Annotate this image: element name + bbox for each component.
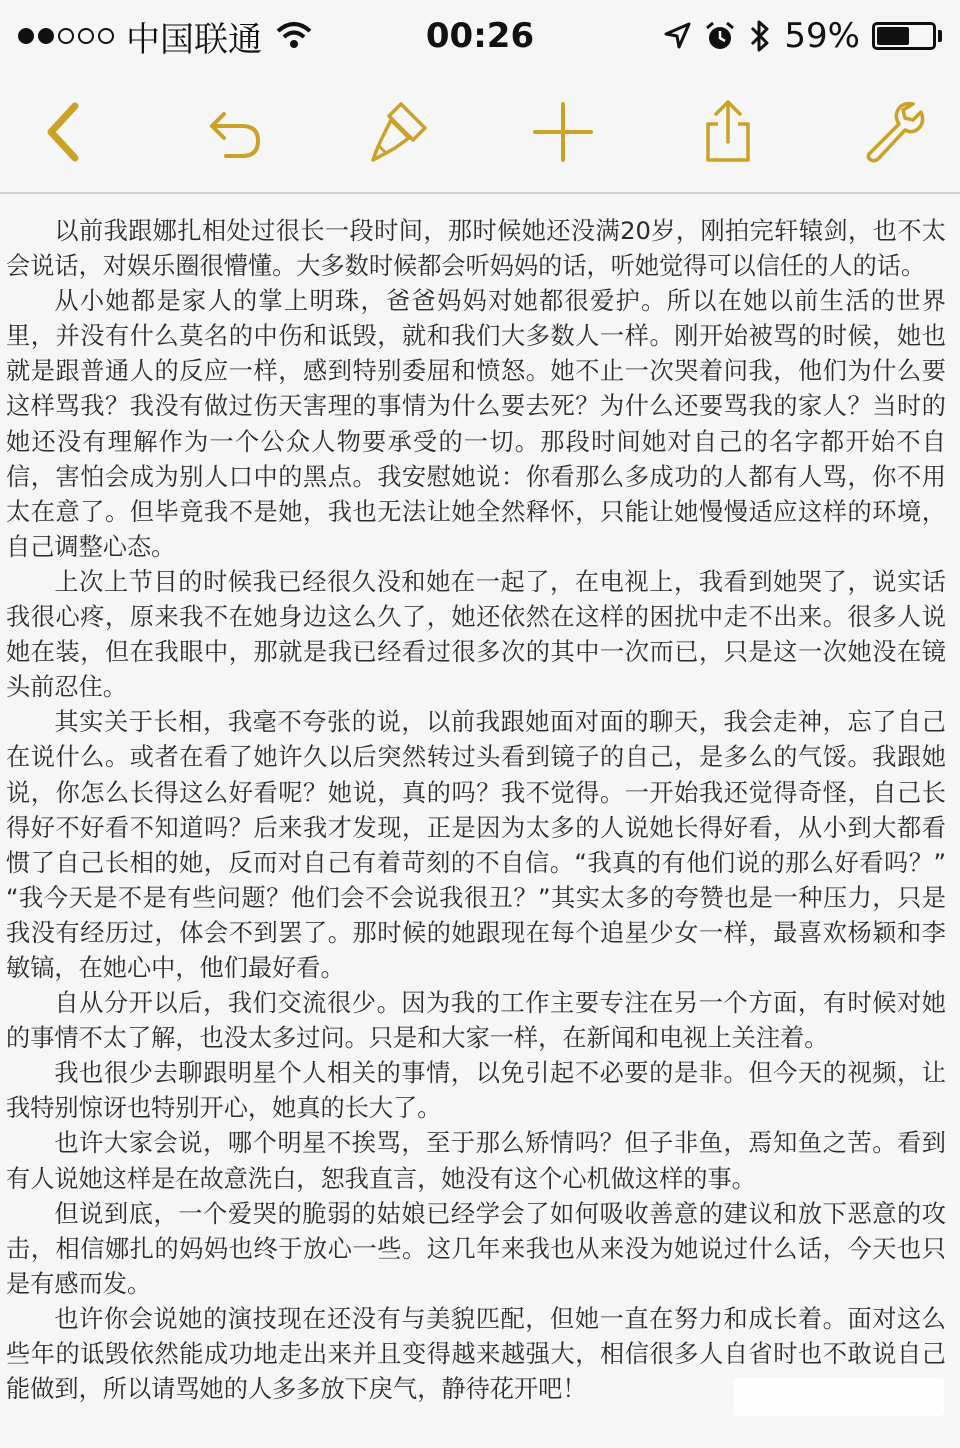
back-chevron-icon	[31, 96, 103, 168]
undo-icon	[196, 96, 268, 168]
back-button[interactable]	[22, 87, 112, 177]
watermark-overlay	[734, 1378, 944, 1416]
wifi-icon	[274, 21, 314, 51]
signal-dot	[58, 28, 74, 44]
carrier-name: 中国联通	[126, 19, 262, 60]
article-paragraph: 上次上节目的时候我已经很久没和她在一起了，在电视上，我看到她哭了，说实话我很心疼，原来我不在她身边这么久了，她还依然在这样的困扰中走不出来。很多人说她在装，但在我眼中，那就是我已经看过很多次的其中一次而已，只是这一次她没在镜头前忍住。	[6, 567, 946, 702]
brush-icon	[361, 96, 433, 168]
article-paragraph: 自从分开以后，我们交流很少。因为我的工作主要专注在另一个方面，有时候对她的事情不太了解，也没太多过问。只是和大家一样，在新闻和电视上关注着。	[6, 989, 946, 1053]
article-paragraph: 也许你会说她的演技现在还没有与美貌匹配，但她一直在努力和成长着。面对这么些年的诋毁依然能成功地走出来并且变得越来越强大，相信很多人自省时也不敢说自己能做到，所以请骂她的人多多放下戾气，静待花开吧！	[6, 1304, 946, 1404]
clock-time: 00:26	[425, 16, 535, 56]
signal-dot	[18, 28, 34, 44]
add-button[interactable]	[518, 87, 608, 177]
article-paragraph: 也许大家会说，哪个明星不挨骂，至于那么矫情吗？但子非鱼，焉知鱼之苦。看到有人说她这样是在故意洗白，恕我直言，她没有这个心机做这样的事。	[6, 1129, 946, 1193]
brush-button[interactable]	[352, 87, 442, 177]
bluetooth-icon	[748, 19, 772, 53]
battery-tip	[938, 30, 942, 42]
signal-strength-icon	[18, 28, 114, 44]
toolbar	[0, 72, 960, 194]
signal-dot	[38, 28, 54, 44]
alarm-clock-icon	[704, 20, 736, 52]
share-icon	[692, 96, 764, 168]
article-body	[0, 196, 960, 1448]
signal-dot	[78, 28, 94, 44]
wrench-icon	[857, 96, 929, 168]
status-bar	[0, 0, 960, 72]
undo-button[interactable]	[187, 87, 277, 177]
status-bar-right	[662, 16, 942, 56]
article-paragraph: 从小她都是家人的掌上明珠，爸爸妈妈对她都很爱护。所以在她以前生活的世界里，并没有什么莫名的中伤和诋毁，就和我们大多数人一样。刚开始被骂的时候，她也就是跟普通人的反应一样，感到特别委屈和愤怒。她不止一次哭着问我，他们为什么要这样骂我？我没有做过伤天害理的事情为什么要去死？为什么还要骂我的家人？当时的她还没有理解作为一个公众人物要承受的一切。那段时间她对自己的名字都开始不自信，害怕会成为别人口中的黑点。我安慰她说：你看那么多成功的人都有人骂，你不用太在意了。但毕竟我不是她，我也无法让她全然释怀，只能让她慢慢适应这样的环境，自己调整心态。	[6, 287, 946, 561]
share-button[interactable]	[683, 87, 773, 177]
article-paragraph: 其实关于长相，我毫不夸张的说，以前我跟她面对面的聊天，我会走神，忘了自己在说什么。或者在看了她许久以后突然转过头看到镜子的自己，是多么的气馁。我跟她说，你怎么长得这么好看呢？她说，真的吗？我不觉得。一开始我还觉得奇怪，自己长得好不好看不知道吗？后来我才发现，正是因为太多的人说她长得好看，从小到大都看惯了自己长相的她，反而对自己有着苛刻的不自信。“我真的有他们说的那么好看吗？” “我今天是不是有些问题？他们会不会说我很丑？”其实太多的夸赞也是一种压力，只是我没有经历过，体会不到罢了。那时候的她跟现在每个追星少女一样，最喜欢杨颖和李敏镐，在她心中，他们最好看。	[6, 708, 946, 982]
settings-button[interactable]	[848, 87, 938, 177]
battery-icon	[872, 22, 936, 50]
signal-dot	[98, 28, 114, 44]
article-paragraph: 但说到底，一个爱哭的脆弱的姑娘已经学会了如何吸收善意的建议和放下恶意的攻击，相信娜扎的妈妈也终于放心一些。这几年来我也从来没为她说过什么话，今天也只是有感而发。	[6, 1199, 946, 1298]
battery-level-fill	[877, 27, 909, 45]
status-bar-left	[18, 12, 314, 61]
article-paragraph: 以前我跟娜扎相处过很长一段时间，那时候她还没满20岁，刚拍完轩辕剑，也不太会说话，对娱乐圈很懵懂。大多数时候都会听妈妈的话，听她觉得可以信任的人的话。	[6, 217, 946, 281]
article-paragraph: 我也很少去聊跟明星个人相关的事情，以免引起不必要的是非。但今天的视频，让我特别惊讶也特别开心，她真的长大了。	[6, 1059, 946, 1123]
battery-percent: 59%	[784, 16, 860, 56]
add-icon	[527, 96, 599, 168]
location-arrow-icon	[662, 21, 692, 51]
